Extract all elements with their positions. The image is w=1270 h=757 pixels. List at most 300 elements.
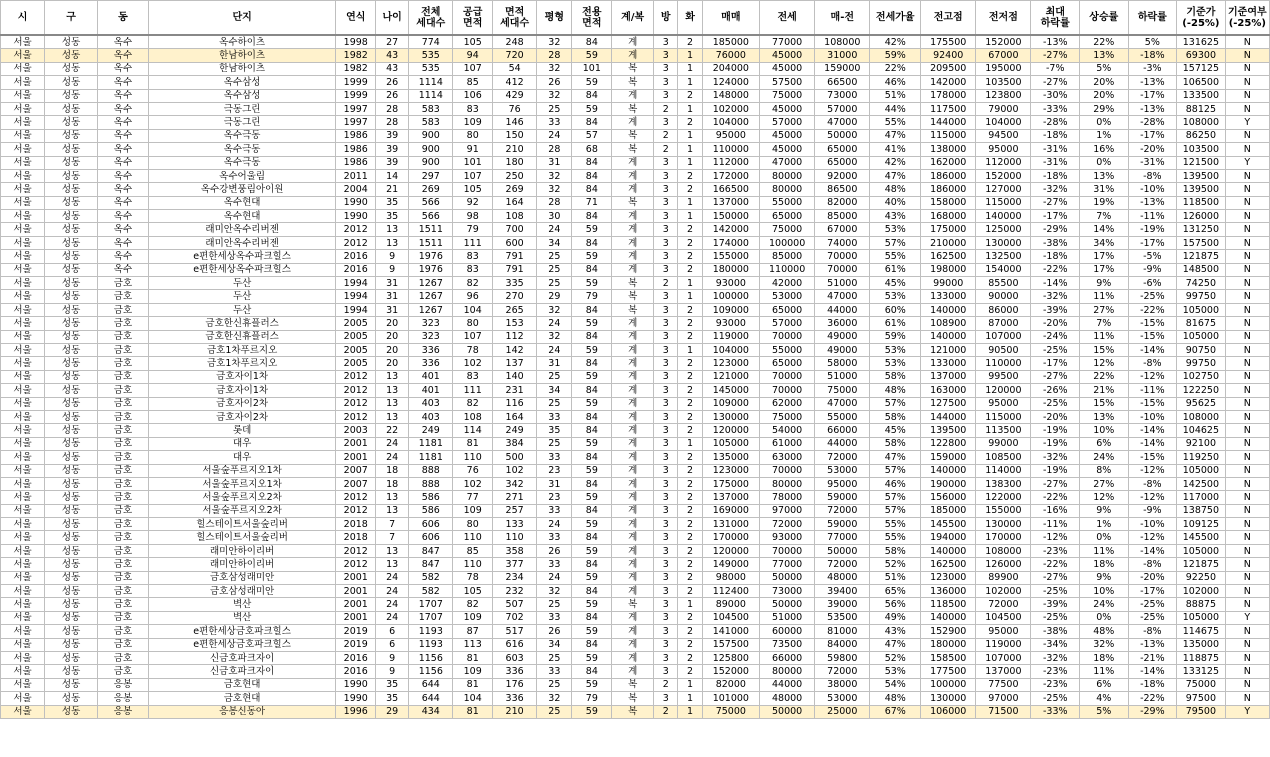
table-cell: 복: [612, 76, 654, 89]
table-cell: 두산: [148, 277, 336, 290]
table-cell: 166500: [702, 183, 759, 196]
table-cell: 190000: [921, 477, 976, 490]
table-cell: -25%: [1031, 397, 1080, 410]
table-cell: 계: [612, 585, 654, 598]
table-cell: -11%: [1128, 210, 1177, 223]
table-cell: 벽산: [148, 598, 336, 611]
table-cell: 성동: [45, 116, 98, 129]
table-cell: N: [1225, 317, 1269, 330]
table-cell: 75000: [760, 410, 815, 423]
table-cell: 59: [572, 76, 612, 89]
table-cell: 73000: [760, 585, 815, 598]
table-cell: 18: [376, 477, 409, 490]
table-cell: 성동: [45, 665, 98, 678]
table-cell: 2003: [336, 424, 376, 437]
table-cell: 21: [376, 183, 409, 196]
table-cell: 45%: [870, 424, 921, 437]
table-cell: 139500: [1177, 183, 1226, 196]
table-cell: 116: [493, 397, 537, 410]
table-cell: 옥수: [98, 196, 149, 209]
table-cell: 3: [654, 116, 678, 129]
table-cell: 52%: [870, 558, 921, 571]
table-cell: 107: [453, 330, 493, 343]
table-cell: 117000: [1177, 491, 1226, 504]
table-cell: -20%: [1128, 143, 1177, 156]
table-cell: 73000: [815, 89, 870, 102]
table-cell: 61%: [870, 317, 921, 330]
table-cell: 13: [376, 504, 409, 517]
table-cell: 복: [612, 692, 654, 705]
table-cell: 49000: [815, 343, 870, 356]
table-cell: -38%: [1031, 625, 1080, 638]
table-cell: 2: [678, 491, 702, 504]
table-cell: 서울숲푸르지오1차: [148, 477, 336, 490]
table-cell: 옥수: [98, 76, 149, 89]
table-cell: 900: [409, 129, 453, 142]
table-cell: 3: [654, 384, 678, 397]
table-cell: 103500: [976, 76, 1031, 89]
table-cell: 계: [612, 518, 654, 531]
table-cell: 12%: [1080, 357, 1129, 370]
table-row: [1, 585, 1270, 598]
table-cell: 79: [572, 290, 612, 303]
table-cell: 성동: [45, 250, 98, 263]
table-cell: 금호: [98, 397, 149, 410]
table-cell: 성동: [45, 504, 98, 517]
table-cell: 2001: [336, 451, 376, 464]
table-cell: 152000: [702, 665, 759, 678]
table-cell: 59: [572, 598, 612, 611]
table-cell: 98: [453, 210, 493, 223]
table-cell: 133000: [921, 357, 976, 370]
table-cell: 금호: [98, 598, 149, 611]
table-cell: 59: [572, 678, 612, 691]
table-cell: 164: [493, 410, 537, 423]
table-cell: -27%: [1031, 49, 1080, 62]
table-cell: 70000: [815, 250, 870, 263]
table-cell: 13: [376, 370, 409, 383]
table-cell: 57%: [870, 397, 921, 410]
table-cell: 195000: [976, 62, 1031, 75]
table-cell: 3: [654, 571, 678, 584]
table-cell: 51000: [760, 611, 815, 624]
table-cell: 3: [654, 49, 678, 62]
table-cell: -17%: [1128, 89, 1177, 102]
table-cell: 98000: [702, 571, 759, 584]
table-cell: 서울: [1, 638, 45, 651]
table-cell: 옥수: [98, 183, 149, 196]
table-cell: 72000: [815, 451, 870, 464]
table-cell: -23%: [1031, 678, 1080, 691]
table-cell: 2: [678, 384, 702, 397]
table-row: [1, 491, 1270, 504]
table-cell: 185000: [702, 35, 759, 49]
table-cell: -32%: [1031, 451, 1080, 464]
table-cell: 금호: [98, 357, 149, 370]
table-cell: 434: [409, 705, 453, 718]
table-cell: 67000: [815, 223, 870, 236]
table-cell: 76000: [702, 49, 759, 62]
table-cell: 13: [376, 491, 409, 504]
table-cell: 계: [612, 531, 654, 544]
table-cell: 43: [376, 62, 409, 75]
table-cell: 금호: [98, 544, 149, 557]
table-cell: 144000: [921, 410, 976, 423]
table-cell: 계: [612, 210, 654, 223]
table-cell: 옥수현대: [148, 196, 336, 209]
table-cell: 84: [572, 330, 612, 343]
table-cell: 112: [493, 330, 537, 343]
table-cell: 51%: [870, 89, 921, 102]
table-cell: 3: [654, 210, 678, 223]
table-cell: N: [1225, 410, 1269, 423]
table-cell: 금호: [98, 330, 149, 343]
table-cell: 700: [493, 223, 537, 236]
column-header: 나이: [376, 1, 409, 36]
table-cell: 서울: [1, 330, 45, 343]
table-cell: 120000: [702, 424, 759, 437]
table-cell: N: [1225, 169, 1269, 182]
table-cell: 13%: [1080, 410, 1129, 423]
column-header: 전세가율: [870, 1, 921, 36]
table-cell: 계: [612, 223, 654, 236]
table-cell: 성동: [45, 343, 98, 356]
table-cell: 55000: [760, 343, 815, 356]
table-cell: e편한세상옥수파크힐스: [148, 250, 336, 263]
table-cell: 금호삼성래미안: [148, 571, 336, 584]
table-cell: 84: [572, 504, 612, 517]
table-cell: 9%: [1080, 277, 1129, 290]
table-cell: N: [1225, 76, 1269, 89]
table-row: [1, 169, 1270, 182]
table-row: [1, 424, 1270, 437]
table-cell: 55000: [815, 410, 870, 423]
table-cell: -31%: [1031, 156, 1080, 169]
table-cell: 서울: [1, 129, 45, 142]
table-cell: 옥수: [98, 250, 149, 263]
table-cell: -8%: [1128, 169, 1177, 182]
table-cell: 성동: [45, 129, 98, 142]
table-cell: 186000: [921, 169, 976, 182]
table-cell: 55%: [870, 518, 921, 531]
table-cell: 성동: [45, 464, 98, 477]
table-cell: 39000: [815, 598, 870, 611]
table-cell: -27%: [1031, 196, 1080, 209]
table-cell: 85: [453, 544, 493, 557]
table-cell: 90000: [976, 290, 1031, 303]
table-cell: 1999: [336, 76, 376, 89]
table-cell: -13%: [1031, 35, 1080, 49]
table-cell: 172000: [702, 169, 759, 182]
table-cell: 57000: [760, 317, 815, 330]
table-cell: 84: [572, 210, 612, 223]
table-cell: 서울: [1, 169, 45, 182]
table-cell: 1982: [336, 49, 376, 62]
table-cell: 32: [537, 692, 572, 705]
table-cell: 113500: [976, 424, 1031, 437]
table-cell: 185000: [921, 504, 976, 517]
table-cell: 2019: [336, 638, 376, 651]
table-cell: 115000: [976, 410, 1031, 423]
table-cell: 성동: [45, 625, 98, 638]
table-cell: 142000: [702, 223, 759, 236]
table-cell: 복: [612, 196, 654, 209]
table-cell: 77000: [760, 35, 815, 49]
table-cell: 금호: [98, 638, 149, 651]
table-cell: 59: [572, 491, 612, 504]
table-cell: 40%: [870, 196, 921, 209]
table-cell: 51000: [815, 277, 870, 290]
table-cell: 271: [493, 491, 537, 504]
table-cell: 59: [572, 397, 612, 410]
table-cell: 서울: [1, 585, 45, 598]
table-cell: 24: [376, 571, 409, 584]
table-cell: -11%: [1031, 518, 1080, 531]
table-cell: 1%: [1080, 129, 1129, 142]
table-cell: 44000: [815, 437, 870, 450]
table-cell: 54000: [760, 424, 815, 437]
table-cell: 85000: [815, 210, 870, 223]
table-cell: 137: [493, 357, 537, 370]
table-cell: 24: [537, 317, 572, 330]
table-cell: 서울: [1, 544, 45, 557]
table-cell: 1990: [336, 678, 376, 691]
table-cell: 두산: [148, 290, 336, 303]
table-cell: 80000: [760, 183, 815, 196]
table-cell: 791: [493, 263, 537, 276]
table-cell: -14%: [1128, 665, 1177, 678]
table-cell: 17%: [1080, 263, 1129, 276]
table-cell: 59000: [815, 491, 870, 504]
table-cell: 41%: [870, 143, 921, 156]
table-cell: 1: [678, 343, 702, 356]
table-cell: 85000: [760, 250, 815, 263]
table-cell: -14%: [1128, 424, 1177, 437]
table-cell: 29: [537, 290, 572, 303]
table-cell: 36000: [815, 317, 870, 330]
table-cell: 92100: [1177, 437, 1226, 450]
table-cell: 2012: [336, 223, 376, 236]
table-cell: 1994: [336, 277, 376, 290]
table-cell: 26: [537, 76, 572, 89]
table-cell: 0%: [1080, 531, 1129, 544]
table-cell: 107: [453, 169, 493, 182]
table-cell: 50000: [815, 129, 870, 142]
table-cell: -12%: [1128, 531, 1177, 544]
table-cell: 25: [537, 397, 572, 410]
table-cell: -22%: [1031, 491, 1080, 504]
table-cell: -30%: [1031, 89, 1080, 102]
table-cell: 32: [537, 585, 572, 598]
table-cell: 1: [678, 196, 702, 209]
table-cell: 204000: [702, 62, 759, 75]
table-cell: 29%: [1080, 102, 1129, 115]
table-cell: 52%: [870, 651, 921, 664]
table-cell: 28: [537, 49, 572, 62]
table-cell: N: [1225, 102, 1269, 115]
table-cell: 59: [572, 223, 612, 236]
table-cell: 47%: [870, 638, 921, 651]
table-cell: 77: [453, 491, 493, 504]
table-row: [1, 384, 1270, 397]
table-cell: 금호: [98, 290, 149, 303]
table-cell: 152900: [921, 625, 976, 638]
table-cell: 616: [493, 638, 537, 651]
table-cell: 104625: [1177, 424, 1226, 437]
table-cell: 154000: [976, 263, 1031, 276]
table-cell: 3: [654, 598, 678, 611]
table-cell: 서울: [1, 196, 45, 209]
table-cell: 84: [572, 183, 612, 196]
table-cell: 84: [572, 410, 612, 423]
table-cell: 롯데: [148, 424, 336, 437]
table-cell: 159000: [921, 451, 976, 464]
table-cell: 계: [612, 451, 654, 464]
table-cell: 1114: [409, 89, 453, 102]
table-cell: 성동: [45, 49, 98, 62]
table-row: [1, 397, 1270, 410]
table-cell: 122000: [976, 491, 1031, 504]
column-header: 계/복: [612, 1, 654, 36]
table-row: [1, 611, 1270, 624]
table-cell: 3: [654, 317, 678, 330]
table-cell: N: [1225, 571, 1269, 584]
table-cell: N: [1225, 277, 1269, 290]
table-cell: 109: [453, 665, 493, 678]
table-row: [1, 357, 1270, 370]
table-cell: -17%: [1031, 357, 1080, 370]
table-cell: 9%: [1080, 571, 1129, 584]
table-cell: 성동: [45, 143, 98, 156]
table-cell: N: [1225, 330, 1269, 343]
table-cell: 130000: [702, 410, 759, 423]
table-cell: 92250: [1177, 571, 1226, 584]
table-cell: 2: [678, 183, 702, 196]
table-cell: 600: [493, 236, 537, 249]
table-cell: 336: [409, 357, 453, 370]
table-cell: 84: [572, 477, 612, 490]
table-cell: 47%: [870, 169, 921, 182]
table-cell: 118500: [1177, 196, 1226, 209]
table-cell: 계: [612, 651, 654, 664]
table-cell: 계: [612, 384, 654, 397]
table-cell: -14%: [1128, 437, 1177, 450]
table-cell: 33: [537, 451, 572, 464]
table-cell: 57%: [870, 236, 921, 249]
table-cell: -17%: [1128, 236, 1177, 249]
table-cell: 140000: [921, 303, 976, 316]
table-cell: 1994: [336, 303, 376, 316]
table-cell: 110: [453, 558, 493, 571]
table-cell: 142500: [1177, 477, 1226, 490]
table-cell: 106: [453, 89, 493, 102]
table-cell: 142: [493, 343, 537, 356]
table-cell: 102750: [1177, 370, 1226, 383]
table-cell: 403: [409, 397, 453, 410]
table-cell: 158500: [921, 651, 976, 664]
table-cell: 25: [537, 705, 572, 718]
column-header: 시: [1, 1, 45, 36]
column-header: 전저점: [976, 1, 1031, 36]
table-cell: 100000: [702, 290, 759, 303]
column-header: 방: [654, 1, 678, 36]
table-cell: -28%: [1031, 116, 1080, 129]
table-cell: 1193: [409, 625, 453, 638]
table-cell: 서울: [1, 370, 45, 383]
table-cell: 3: [654, 223, 678, 236]
table-cell: 금호1차푸르지오: [148, 357, 336, 370]
table-cell: 28: [376, 102, 409, 115]
table-cell: 9: [376, 250, 409, 263]
table-cell: 옥수극동: [148, 156, 336, 169]
table-cell: 서울: [1, 290, 45, 303]
table-cell: 서울: [1, 678, 45, 691]
table-cell: 34: [537, 384, 572, 397]
table-cell: 123000: [702, 464, 759, 477]
table-cell: 13: [376, 410, 409, 423]
table-cell: 95000: [976, 143, 1031, 156]
table-cell: 응봉: [98, 705, 149, 718]
table-cell: 6%: [1080, 678, 1129, 691]
table-cell: -25%: [1128, 290, 1177, 303]
table-cell: 194000: [921, 531, 976, 544]
table-cell: 297: [409, 169, 453, 182]
table-cell: 성동: [45, 156, 98, 169]
table-cell: 66500: [815, 76, 870, 89]
table-cell: 115000: [921, 129, 976, 142]
table-cell: 2016: [336, 651, 376, 664]
table-cell: 2: [654, 678, 678, 691]
table-cell: 78: [453, 343, 493, 356]
table-cell: 342: [493, 477, 537, 490]
table-cell: 210: [493, 705, 537, 718]
table-cell: -3%: [1128, 62, 1177, 75]
table-cell: 847: [409, 544, 453, 557]
table-cell: 136000: [921, 585, 976, 598]
table-cell: 84: [572, 169, 612, 182]
table-cell: 10%: [1080, 585, 1129, 598]
table-cell: 2: [678, 263, 702, 276]
table-cell: 31: [376, 290, 409, 303]
table-cell: 250: [493, 169, 537, 182]
table-cell: 서울숲푸르지오2차: [148, 504, 336, 517]
table-cell: e편한세상금호파크힐스: [148, 625, 336, 638]
table-cell: 금호: [98, 665, 149, 678]
table-cell: N: [1225, 464, 1269, 477]
table-cell: 금호: [98, 277, 149, 290]
table-cell: 115000: [976, 196, 1031, 209]
table-cell: 1997: [336, 102, 376, 115]
table-cell: 2: [678, 317, 702, 330]
table-cell: -15%: [1128, 451, 1177, 464]
table-cell: 84: [572, 665, 612, 678]
table-cell: 24: [376, 598, 409, 611]
table-cell: 서울: [1, 625, 45, 638]
table-cell: N: [1225, 424, 1269, 437]
table-cell: 15%: [1080, 343, 1129, 356]
table-row: [1, 571, 1270, 584]
table-cell: 105000: [1177, 303, 1226, 316]
table-cell: 153: [493, 317, 537, 330]
table-cell: 106500: [1177, 76, 1226, 89]
table-cell: 극동그린: [148, 102, 336, 115]
table-cell: -22%: [1128, 692, 1177, 705]
table-cell: 90500: [976, 343, 1031, 356]
table-cell: -33%: [1031, 705, 1080, 718]
table-cell: 99000: [976, 437, 1031, 450]
table-cell: 65%: [870, 585, 921, 598]
table-cell: 110: [453, 451, 493, 464]
